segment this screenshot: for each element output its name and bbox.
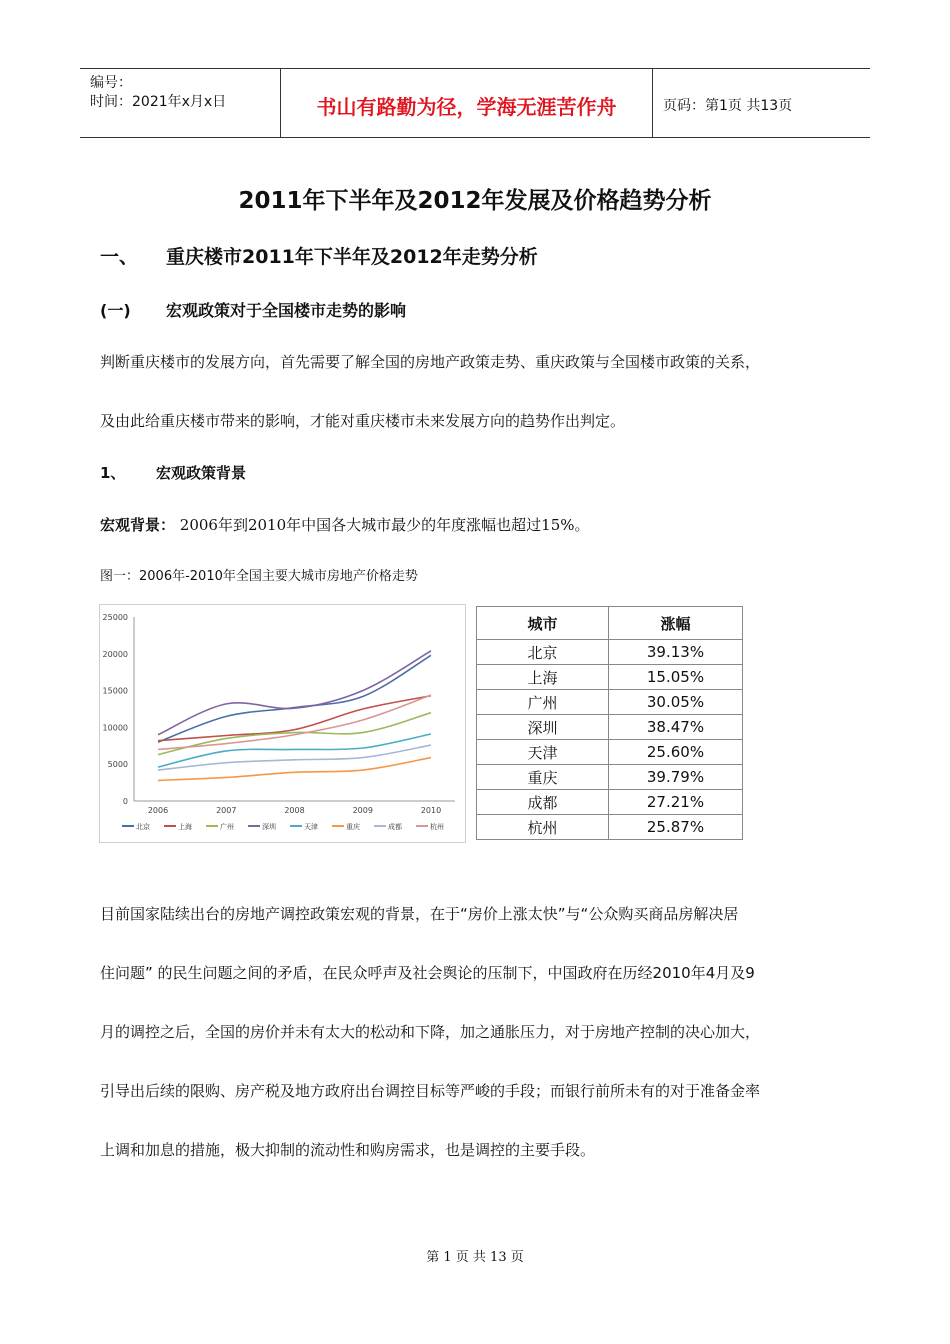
y-tick-label: 15000 [102,686,128,696]
y-tick-label: 20000 [102,649,128,659]
series-line [158,758,431,781]
table-row [477,740,743,765]
legend-label: 杭州 [430,823,444,831]
price-trend-chart [99,604,466,843]
table-row [477,815,743,840]
table-row [477,715,743,740]
y-tick-label: 0 [122,797,128,806]
section-number: 一、 [100,246,139,268]
y-tick-label: 25000 [102,613,128,622]
city-cell: 北京 [477,640,609,665]
table-row [477,640,743,665]
x-tick-label: 2010 [420,806,442,815]
series-line [158,734,431,767]
growth-cell: 39.13% [609,640,743,665]
motto: 书山有路勤为径，学海无涯苦作舟 [316,95,617,119]
table-row [477,690,743,715]
growth-cell: 38.47% [609,715,743,740]
subsection-heading: 宏观政策对于全国楼市走势的影响 [166,301,407,320]
y-tick-label: 10000 [102,723,128,733]
city-cell: 深圳 [477,715,609,740]
header-meta-cell [80,69,281,137]
figure-caption: 图一：2006年-2010年全国主要大城市房地产价格走势 [100,569,418,584]
body-line: 月的调控之后，全国的房价并未有太大的松动和下降，加之通胀压力，对于房地产控制的决心加大， [100,1023,761,1041]
page-footer: 第 1 页 共 13 页 [426,1250,524,1265]
document-header [80,68,870,138]
number-label: 编号： [90,75,132,91]
macro-text: 2006年到2010年中国各大城市最少的年度涨幅也超过15%。 [179,516,590,534]
series-line [158,651,431,735]
city-cell: 重庆 [477,765,609,790]
series-line [158,713,431,755]
section-heading: 重庆楼市2011年下半年及2012年走势分析 [166,246,538,268]
table-row [477,790,743,815]
legend-label: 天津 [304,823,318,831]
city-cell: 成都 [477,790,609,815]
growth-cell: 25.87% [609,815,743,840]
header-page-cell [653,69,870,137]
legend-label: 重庆 [346,823,360,831]
table-header-row [477,607,743,640]
column-header-city: 城市 [477,607,609,640]
x-tick-label: 2008 [284,806,305,815]
city-cell: 天津 [477,740,609,765]
intro-line: 及由此给重庆楼市带来的影响，才能对重庆楼市未来发展方向的趋势作出判定。 [100,412,626,430]
x-tick-label: 2007 [216,806,237,815]
page-label: 页码：第1页 共13页 [663,98,793,114]
growth-table [476,606,743,840]
legend-label: 深圳 [262,823,276,831]
macro-label: 宏观背景： [100,516,176,534]
document-title: 2011年下半年及2012年发展及价格趋势分析 [238,188,712,214]
table-row [477,765,743,790]
growth-cell: 15.05% [609,665,743,690]
legend-label: 上海 [178,823,192,831]
legend-label: 北京 [136,823,150,831]
column-header-growth: 涨幅 [609,607,743,640]
growth-cell: 27.21% [609,790,743,815]
body-line: 引导出后续的限购、房产税及地方政府出台调控目标等严峻的手段；而银行前所未有的对于准备金率 [100,1082,761,1100]
legend-label: 成都 [388,823,402,831]
macro-paragraph [100,514,590,535]
growth-cell: 25.60% [609,740,743,765]
date-label: 时间：2021年x月x日 [90,94,227,110]
body-line: 目前国家陆续出台的房地产调控政策宏观的背景，在于“房价上涨太快”与“公众购买商品房解决居 [100,905,739,923]
growth-cell: 39.79% [609,765,743,790]
body-line: 上调和加息的措施，极大抑制的流动性和购房需求，也是调控的主要手段。 [100,1141,596,1159]
header-motto-cell [281,69,653,137]
chart-svg [100,605,465,842]
city-cell: 广州 [477,690,609,715]
growth-cell: 30.05% [609,690,743,715]
series-line [158,696,431,741]
topic-heading: 宏观政策背景 [156,464,247,482]
topic-number: 1、 [100,464,126,482]
x-tick-label: 2009 [352,806,373,815]
legend-label: 广州 [220,823,234,831]
x-tick-label: 2006 [147,806,169,815]
table-row [477,665,743,690]
y-tick-label: 5000 [107,760,128,770]
intro-line: 判断重庆楼市的发展方向，首先需要了解全国的房地产政策走势、重庆政策与全国楼市政策的关系， [100,353,761,371]
city-cell: 上海 [477,665,609,690]
body-line: 住问题” 的民生问题之间的矛盾，在民众呼声及社会舆论的压制下，中国政府在历经2010年4月及9 [100,964,755,982]
subsection-number: (一) [100,301,131,320]
city-cell: 杭州 [477,815,609,840]
